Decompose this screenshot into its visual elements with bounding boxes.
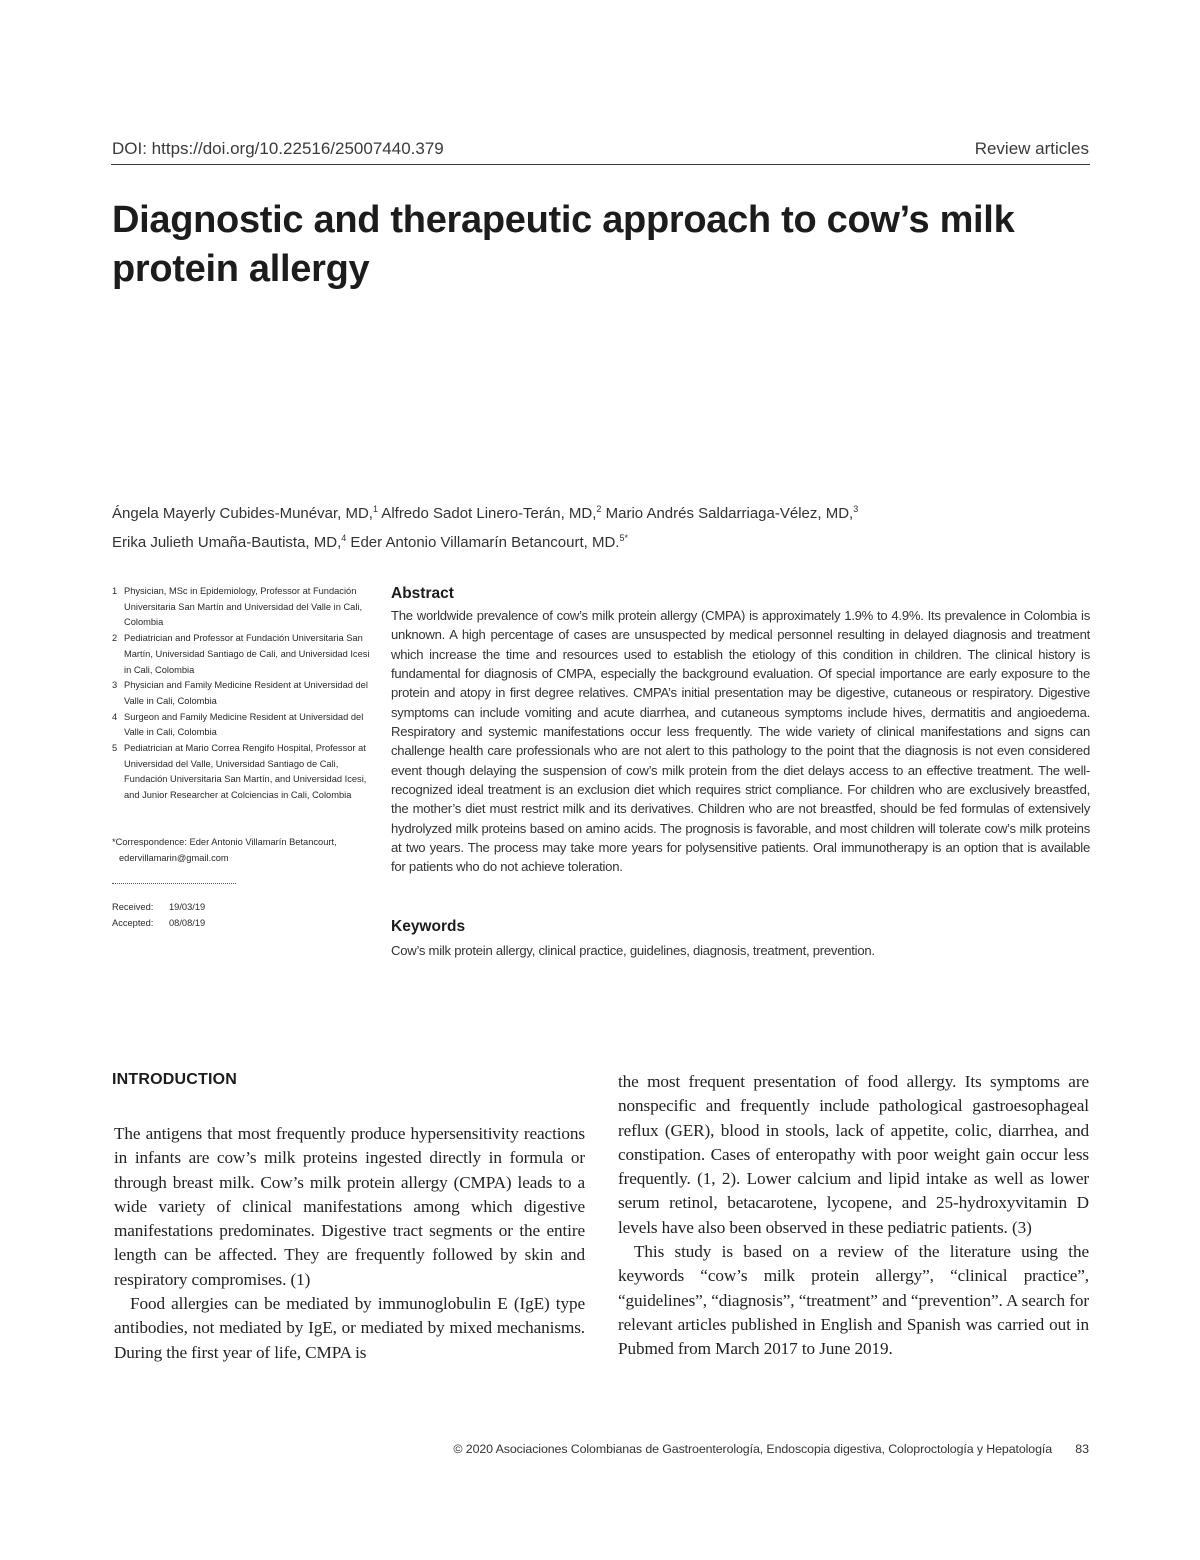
- author-affil-ref: 3: [853, 504, 859, 514]
- correspondence-label: *Correspondence: Eder Antonio Villamarín Betancourt,: [112, 837, 337, 847]
- introduction-heading: INTRODUCTION: [112, 1071, 238, 1088]
- affiliation-item: [112, 631, 374, 678]
- author-name: Erika Julieth Umaña-Bautista, MD,: [112, 534, 342, 551]
- keywords-heading: Keywords: [391, 918, 466, 935]
- section-label: Review articles: [974, 139, 1089, 158]
- affiliation-number: 4: [112, 711, 118, 722]
- abstract-text: The worldwide prevalence of cow’s milk protein allergy (CMPA) is approximately 1.9% to 4.9%. Its prevalence in Colombia is unknown. A high percentage of cases are unsuspected by medical personnel resulting in delayed diagnosis and treatment which increase the time and resources used to establish the etiology of this condition in children. The clinical history is fundamental for diagnosis of CMPA, especially the background evaluation. Of special importance are early exposure to the protein and atopy in first degree relatives. CMPA’s initial presentation may be digestive, cutaneous or respiratory. Digestive symptoms can include vomiting and acute diarrhea, and cutaneous symptoms include hives, dermatitis and angioedema. Respiratory and systemic manifestations occur less frequently. The wide variety of clinical manifestations and signs can challenge health care professionals who are not alert to this pathology to the point that the diagnosis is not even considered event though delaying the suspension of cow’s milk protein from the diet delays access to an effective treatment. The well-recognized ideal treatment is an exclusion diet which requires strict compliance. For children who are exclusively breastfed, the mother’s diet must restrict milk and its derivatives. Children who are not breastfed, should be fed formulas of extensively hydrolyzed milk proteins based on amino acids. The prognosis is favorable, and most children will tolerate cow’s milk proteins at two years. The process may take more years for polysensitive patients. Oral immunotherapy is an option that is available for patients who do not achieve toleration.: [391, 608, 1090, 875]
- keywords-text: Cow’s milk protein allergy, clinical practice, guidelines, diagnosis, treatment, prevention.: [391, 943, 875, 958]
- dotted-divider: [112, 883, 236, 884]
- affiliation-list: [112, 584, 374, 804]
- affiliation-number: 5: [112, 743, 118, 754]
- body-paragraph: This study is based on a review of the literature using the keywords “cow’s milk protein allergy”, “clinical practice”, “guidelines”, “diagnosis”, “treatment” and “prevention”. A search for relevant articles published in English and Spanish was carried out in Pubmed from March 2017 to June 2019.: [618, 1242, 1089, 1359]
- affiliation-item: [112, 710, 374, 741]
- affiliation-text: Pediatrician and Professor at Fundación Universitaria San Martín, Universidad Santiago de Cali, and Universidad Icesi in Cali, Colombia: [124, 633, 370, 675]
- received-date: 19/03/19: [169, 902, 206, 912]
- accepted-date: 08/08/19: [169, 918, 206, 928]
- body-paragraph: Food allergies can be mediated by immunoglobulin E (IgE) type antibodies, not mediated by IgE, or mediated by mixed mechanisms. During the first year of life, CMPA is: [114, 1294, 585, 1362]
- author-affil-ref: 4: [341, 533, 347, 543]
- author-affil-ref: 5*: [619, 533, 628, 543]
- abstract-heading: Abstract: [391, 585, 454, 602]
- correspondence: [112, 835, 374, 866]
- affiliation-text: Surgeon and Family Medicine Resident at Universidad del Valle in Cali, Colombia: [124, 711, 364, 738]
- author-name: Ángela Mayerly Cubides-Munévar, MD,: [112, 505, 373, 522]
- affiliation-text: Pediatrician at Mario Correa Rengifo Hospital, Professor at Universidad del Valle, Universidad Santiago de Cali, Fundación Universitaria San Martín, and Universidad Icesi, and Junior Researcher at Colciencias in Cali, Colombia: [124, 743, 367, 801]
- author-name: Eder Antonio Villamarín Betancourt, MD.: [346, 534, 620, 551]
- affiliation-item: [112, 678, 374, 709]
- affiliation-text: Physician and Family Medicine Resident at Universidad del Valle in Cali, Colombia: [124, 680, 368, 706]
- doi-link[interactable]: DOI: https://doi.org/10.22516/25007440.379: [112, 139, 444, 158]
- affiliation-number: 3: [112, 680, 118, 691]
- header-divider: [111, 164, 1090, 165]
- author-affil-ref: 2: [596, 504, 602, 514]
- author-name: Alfredo Sadot Linero-Terán, MD,: [377, 505, 597, 522]
- body-paragraph: The antigens that most frequently produce hypersensitivity reactions in infants are cow’s milk proteins ingested directly in formula or through breast milk. Cow’s milk protein allergy (CMPA) leads to a wide variety of clinical manifestations among which digestive manifestations predominates. Digestive tract segments or the entire length can be affected. They are frequently followed by skin and respiratory compromises. (1): [114, 1124, 585, 1289]
- author-name: Mario Andrés Saldarriaga-Vélez, MD,: [601, 505, 854, 522]
- footer-copyright: © 2020 Asociaciones Colombianas de Gastroenterología, Endoscopia digestiva, Coloproctología y Hepatología: [453, 1442, 1052, 1456]
- affiliation-item: [112, 741, 374, 804]
- body-column-right: [618, 1070, 1089, 1362]
- article-dates: [112, 899, 205, 931]
- affiliation-number: 2: [112, 633, 118, 644]
- body-paragraph: the most frequent presentation of food allergy. Its symptoms are nonspecific and frequently include pathological gastroesophageal reflux (GER), blood in stools, lack of appetite, colic, diarrhea, and constipation. Cases of enteropathy with poor weight gain occur less frequently. (1, 2). Lower calcium and lipid intake as well as lower serum retinol, betacarotene, lycopene, and 25-hydroxyvitamin D levels have also been observed in these pediatric patients. (3): [618, 1072, 1089, 1237]
- page-number: 83: [1075, 1442, 1089, 1456]
- affiliation-item: [112, 584, 374, 631]
- author-affil-ref: 1: [372, 504, 378, 514]
- correspondence-email[interactable]: edervillamarin@gmail.com: [119, 852, 229, 863]
- author-line-2: [112, 526, 1102, 555]
- affiliation-text: Physician, MSc in Epidemiology, Professor at Fundación Universitaria San Martín and Universidad del Valle in Cali, Colombia: [124, 586, 363, 628]
- accepted-label: Accepted:: [112, 918, 154, 928]
- article-title: Diagnostic and therapeutic approach to cow’s milk protein allergy: [112, 199, 1015, 290]
- body-column-left: [114, 1122, 585, 1365]
- author-list: [112, 497, 1102, 555]
- affiliation-number: 1: [112, 586, 118, 596]
- author-line-1: [112, 497, 1102, 526]
- received-label: Received:: [112, 902, 154, 912]
